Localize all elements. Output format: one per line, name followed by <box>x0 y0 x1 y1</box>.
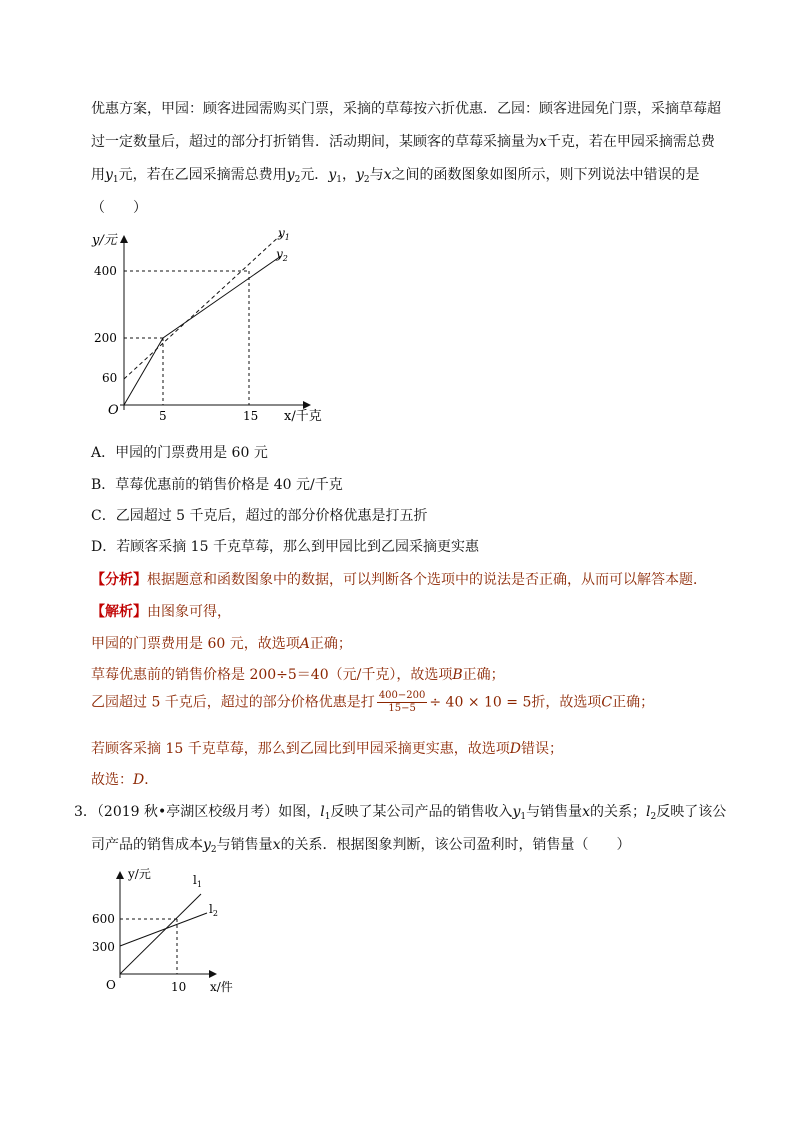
line-l1 <box>120 894 201 974</box>
xtick-15: 15 <box>243 409 259 423</box>
analysis-line: 【分析】根据题意和函数图象中的数据，可以判断各个选项中的说法是否正确，从而可以解答本题． <box>91 572 707 588</box>
option-d: D．若顾客采摘 15 千克草莓，那么到甲园比到乙园采摘更实惠 <box>91 539 479 555</box>
answer-paren: （ ） <box>91 200 147 216</box>
option-b: B．草莓优惠前的销售价格是 40 元/千克 <box>91 477 343 493</box>
y-axis-label: y/元 <box>92 233 117 248</box>
label-l1: $l_1$ <box>193 873 202 889</box>
x-axis-label: x/件 <box>210 980 233 994</box>
ytick-60: 60 <box>102 371 118 385</box>
fraction: $\frac{400-200}{15-5}$ <box>378 690 426 714</box>
function-graph-1 <box>88 222 338 427</box>
x-axis-label: x/千克 <box>284 409 322 424</box>
solution-step-4: 若顾客采摘 15 千克草莓，那么到乙园比到甲园采摘更实惠，故选项D错误； <box>91 741 563 757</box>
q2-line1: 优惠方案，甲园：顾客进园需购买门票，采摘的草莓按六折优惠．乙园：顾客进园免门票，采摘草莓超 <box>91 101 721 117</box>
q2-line2: 过一定数量后，超过的部分打折销售．活动期间，某顾客的草莓采摘量为x千克，若在甲园采摘需总费 <box>91 134 715 150</box>
ytick-200: 200 <box>94 331 117 345</box>
ytick-600: 600 <box>92 912 115 926</box>
solution-line: 【解析】由图象可得， <box>91 604 231 620</box>
xtick-10: 10 <box>171 980 187 994</box>
line-l2 <box>120 913 207 946</box>
y-axis-label: y/元 <box>128 867 151 881</box>
xtick-5: 5 <box>159 409 167 423</box>
q2-line3: 用$y_1$元，若在乙园采摘需总费用$y_2$元．$y_1$，$y_2$与x之间的函数图象如图所示，则下列说法中错误的是 <box>91 167 700 185</box>
ytick-300: 300 <box>92 940 115 954</box>
option-c: C．乙园超过 5 千克后，超过的部分价格优惠是打五折 <box>91 508 428 524</box>
line-y1 <box>124 232 284 379</box>
label-y1: $y_1$ <box>278 226 290 242</box>
solution-step-3: 乙园超过 5 千克后，超过的部分价格优惠是打 $\frac{400-200}{15-5}$ ÷ 40 × 10 = 5折，故选项C正确； <box>91 690 655 714</box>
origin-label: O <box>106 978 116 992</box>
origin-label: O <box>108 403 119 418</box>
function-graph-2 <box>88 862 248 1000</box>
q3-line1: 3．（2019 秋•亭湖区校级月考）如图，$l_1$反映了某公司产品的销售收入$y_1$与销售量x的关系；$l_2$反映了该公 <box>74 804 727 822</box>
ytick-400: 400 <box>94 264 117 278</box>
solution-step-2: 草莓优惠前的销售价格是 200÷5＝40（元/千克），故选项B正确； <box>91 667 505 683</box>
option-a: A．甲园的门票费用是 60 元 <box>91 445 268 461</box>
label-y2: $y_2$ <box>276 247 288 263</box>
solution-step-1: 甲园的门票费用是 60 元，故选项A正确； <box>91 636 352 652</box>
q3-line2: 司产品的销售成本$y_2$与销售量x的关系．根据图象判断，该公司盈利时，销售量（ ） <box>91 837 631 855</box>
line-y2 <box>124 256 281 405</box>
final-answer: 故选：D． <box>91 772 159 788</box>
label-l2: $l_2$ <box>209 902 218 918</box>
